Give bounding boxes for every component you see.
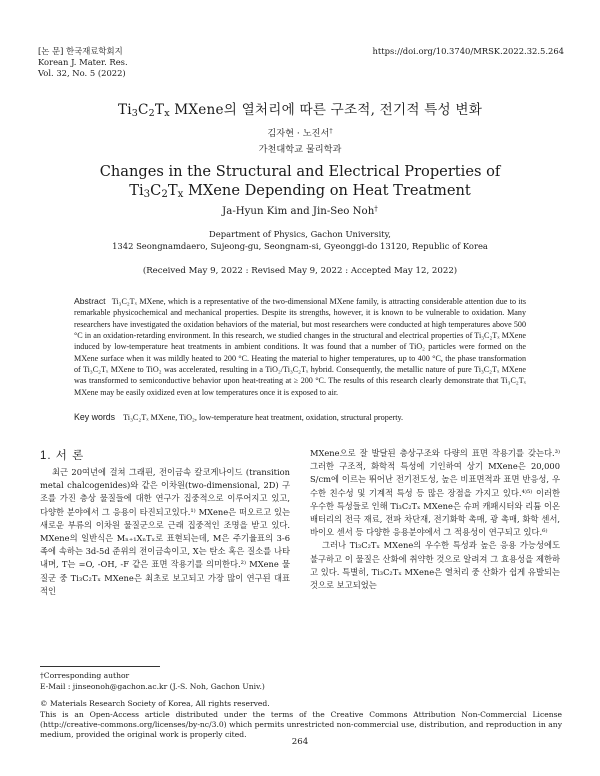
abstract-text: Ti₃C₂Tₓ MXene, which is a representative of the two-dimensional MXene family, is attracting considerable attention due to its remarkable physicochemical and mechanical properties. Despite its strengths, however, it is known to be vulnerable to oxidation. Many researchers have investigated the oxidation behaviors of the material, but most researchers were conducted at high temperatures above 500 °C in an oxidation-retarding environment. In this research, we studied changes in the structural and electrical properties of Ti₃C₂Tₓ MXene induced by low-temperature heat treatments in ambient conditions. It was found that a number of TiO₂ particles were formed on the MXene surface when it was mildly heated to 200 °C. Heating the material to higher temperatures, up to 400 °C, the phase transformation of Ti₃C₂Tₓ MXene to TiO₂ was accelerated, resulting in a TiO₂/Ti₃C₂Tₓ hybrid. Consequently, the metallic nature of pure Ti₃C₂Tₓ MXene was transformed to semiconductive behavior upon heat-treating at ≥ 200 °C. The results of this research clearly demonstrate that Ti₃C₂Tₓ MXene may be easily oxidized even at low temperatures once it is exposed to air.	[74, 297, 526, 397]
journal-header	[38, 46, 128, 78]
footnote-corresponding: †Corresponding author	[40, 671, 130, 680]
korean-title	[0, 98, 600, 118]
keywords-text: Ti₃C₂Tₓ MXene, TiO₂, low-temperature heat treatment, oxidation, structural property.	[123, 413, 404, 422]
journal-header-line1: [논 문] 한국재료학회지	[38, 46, 123, 56]
title-en-sub: 3	[143, 189, 151, 200]
korean-affiliation: 가천대학교 물리학과	[258, 144, 342, 155]
abstract-block	[74, 296, 526, 398]
affiliation-line2: 1342 Seongnamdaero, Sujeong-gu, Seongnam-si, Gyeonggi-do 13120, Republic of Korea	[112, 241, 488, 251]
title-ko-sub: 3	[131, 108, 139, 119]
title-en-line2	[0, 181, 600, 200]
english-title	[0, 162, 600, 200]
english-authors	[0, 206, 600, 217]
body-right-column	[310, 447, 560, 592]
body-paragraph: 최근 20여년에 걸쳐 그래핀, 전이금속 칼코게나이드 (transition metal chalcogenides)와 같은 이차원(two-dimensional, 2D) 구조를 가진 층상 물질들에 대한 연구가 집중적으로 이루어지고 있고, 다양한 분야에서 그 응용이 타진되고있다.¹⁾ MXene은 떠오르고 있는 새로운 부류의 이차원 물질군으로 근래 집중적인 조명을 받고 있다. MXene의 일반식은 Mₙ₊₁XₙTₓ로 표현되는데, M은 주기율표의 3-6족에 속하는 3d-5d 준위의 전이금속이고, X는 탄소 혹은 질소를 나타내며, T는 =O, -OH, -F 같은 표면 작용기를 의미한다.²⁾ MXene 물질군 중 Ti₃C₂Tₓ MXene은 최초로 보고되고 가장 많이 연구된 대표적인	[40, 467, 290, 596]
title-en-part: Ti	[129, 182, 144, 199]
title-ko-part: T	[154, 102, 165, 118]
body-paragraph: 그러나 Ti₃C₂Tₓ MXene의 우수한 특성과 높은 응용 가능성에도 불구하고 이 물질은 산화에 취약한 것으로 알려져 그 효용성을 제한하고 있다. 특별히, Ti₃C₂Tₓ MXene은 열처리 중 산화가 쉽게 유발되는 것으로 보고되었는	[310, 540, 560, 591]
footnote-email: E-Mail : jinseonoh@gachon.ac.kr (J.-S. Noh, Gachon Univ.)	[40, 682, 265, 691]
footnote-copyright: © Materials Research Society of Korea, All rights reserved.	[40, 699, 270, 708]
footnote-license: This is an Open-Access article distributed under the terms of the Creative Commons Attribution Non-Commercial License (http://creative-commons.org/licenses/by-nc/3.0) which permits unrestricted non-commercial use, distribution, and reproduction in any medium, provided the original work is properly cited.	[40, 710, 562, 740]
english-affiliation	[0, 228, 600, 252]
title-en-sub: x	[177, 189, 184, 200]
title-en-part: T	[167, 182, 178, 199]
journal-header-line2: Korean J. Mater. Res.	[38, 56, 128, 67]
section-title: 서 론	[55, 450, 85, 462]
doi-link[interactable]: https://doi.org/10.3740/MRSK.2022.32.5.264	[372, 46, 564, 56]
journal-header-line3: Vol. 32, No. 5 (2022)	[38, 67, 126, 78]
title-en-line1: Changes in the Structural and Electrical Properties of	[99, 163, 501, 180]
abstract-label: Abstract	[74, 296, 106, 306]
title-en-part: MXene Depending on Heat Treatment	[183, 182, 471, 199]
corresponding-mark: †	[329, 127, 333, 135]
authors-en-text: Ja-Hyun Kim and Jin-Seo Noh	[222, 206, 375, 217]
title-en-part: C	[150, 182, 162, 199]
body-left-column	[40, 466, 290, 598]
received-dates: (Received May 9, 2022 : Revised May 9, 2022 : Accepted May 12, 2022)	[142, 266, 458, 276]
section-number: 1.	[40, 450, 52, 462]
title-ko-part: C	[138, 102, 149, 118]
keywords-label: Key words	[74, 412, 116, 422]
title-ko-sub: x	[164, 108, 170, 119]
body-paragraph: MXene으로 잘 발달된 층상구조와 다량의 표면 작용기를 갖는다.³⁾ 그러한 구조적, 화학적 특성에 기인하여 상기 MXene은 20,000 S/cm에 이르는 뛰어난 전기전도성, 높은 비표면적과 표면 반응성, 우수한 친수성 및 기계적 특성 등 많은 장점을 가지고 있다.⁴⁾⁵⁾ 이러한 우수한 특성들로 인해 Ti₃C₂Tₓ MXene은 슈퍼 캐패시터와 리튬 이온 배터리의 전극 재료, 전파 차단재, 전기화학 촉매, 광 촉매, 화학 센서, 바이오 센서 등 다양한 응용분야에서 그 적용성이 연구되고 있다.⁶⁾	[310, 448, 560, 538]
corresponding-mark: †	[374, 204, 378, 213]
section-heading	[40, 447, 84, 463]
korean-authors	[0, 125, 600, 139]
affiliation-line1: Department of Physics, Gachon University,	[209, 229, 391, 239]
title-ko-part: Ti	[117, 102, 132, 118]
authors-ko-text: 김자현 · 노진서	[267, 128, 330, 139]
title-ko-part: MXene의 열처리에 따른 구조적, 전기적 특성 변화	[169, 102, 483, 118]
title-ko-sub: 2	[148, 108, 155, 119]
keywords-block	[74, 412, 526, 422]
page-number: 264	[291, 737, 309, 747]
title-en-sub: 2	[161, 189, 168, 200]
footnote-divider	[40, 666, 160, 667]
